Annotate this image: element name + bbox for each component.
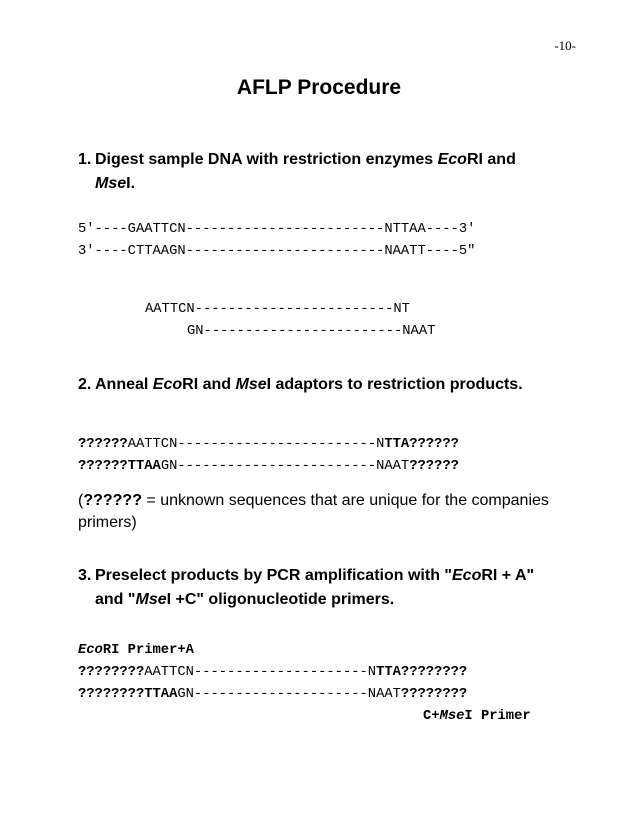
page-number: -10- bbox=[554, 38, 576, 53]
fragment-top: AATTCN------------------------NT bbox=[145, 302, 410, 317]
unknown-sequence-note: (?????? = unknown sequences that are unique for the companies primers) bbox=[78, 492, 549, 531]
fragment-bottom: GN------------------------NAAT bbox=[187, 324, 436, 339]
step-3-number: 3. bbox=[78, 567, 92, 584]
step-2-number: 2. bbox=[78, 376, 92, 393]
step-3 bbox=[78, 564, 578, 612]
page-title: AFLP Procedure bbox=[236, 76, 402, 99]
dna-sequence-top: 5'----GAATTCN------------------------NTTAA----3' bbox=[78, 222, 476, 237]
adaptor-line-2: ??????TTAAGN------------------------NAAT?????? bbox=[78, 459, 459, 474]
primer-line-2: ????????TTAAGN---------------------NAAT???????? bbox=[78, 687, 468, 702]
primer-line-1: ????????AATTCN---------------------NTTA???????? bbox=[78, 665, 468, 680]
step-2-text: Anneal EcoRI and MseI adaptors to restriction products. bbox=[95, 376, 523, 393]
mse-primer-label: C+MseI Primer bbox=[423, 709, 531, 724]
step-1 bbox=[78, 148, 578, 196]
step-1-text: Digest sample DNA with restriction enzymes EcoRI and MseI. bbox=[95, 151, 516, 192]
adaptor-line-1: ??????AATTCN------------------------NTTA?????? bbox=[78, 437, 459, 452]
step-3-text: Preselect products by PCR amplification with "EcoRI + A" and "MseI +C" oligonucleotide primers. bbox=[95, 567, 535, 608]
step-1-number: 1. bbox=[78, 151, 92, 168]
eco-primer-label: EcoRI Primer+A bbox=[78, 643, 194, 658]
step-2 bbox=[78, 373, 578, 397]
dna-sequence-bottom: 3'----CTTAAGN------------------------NAATT----5" bbox=[78, 244, 476, 259]
